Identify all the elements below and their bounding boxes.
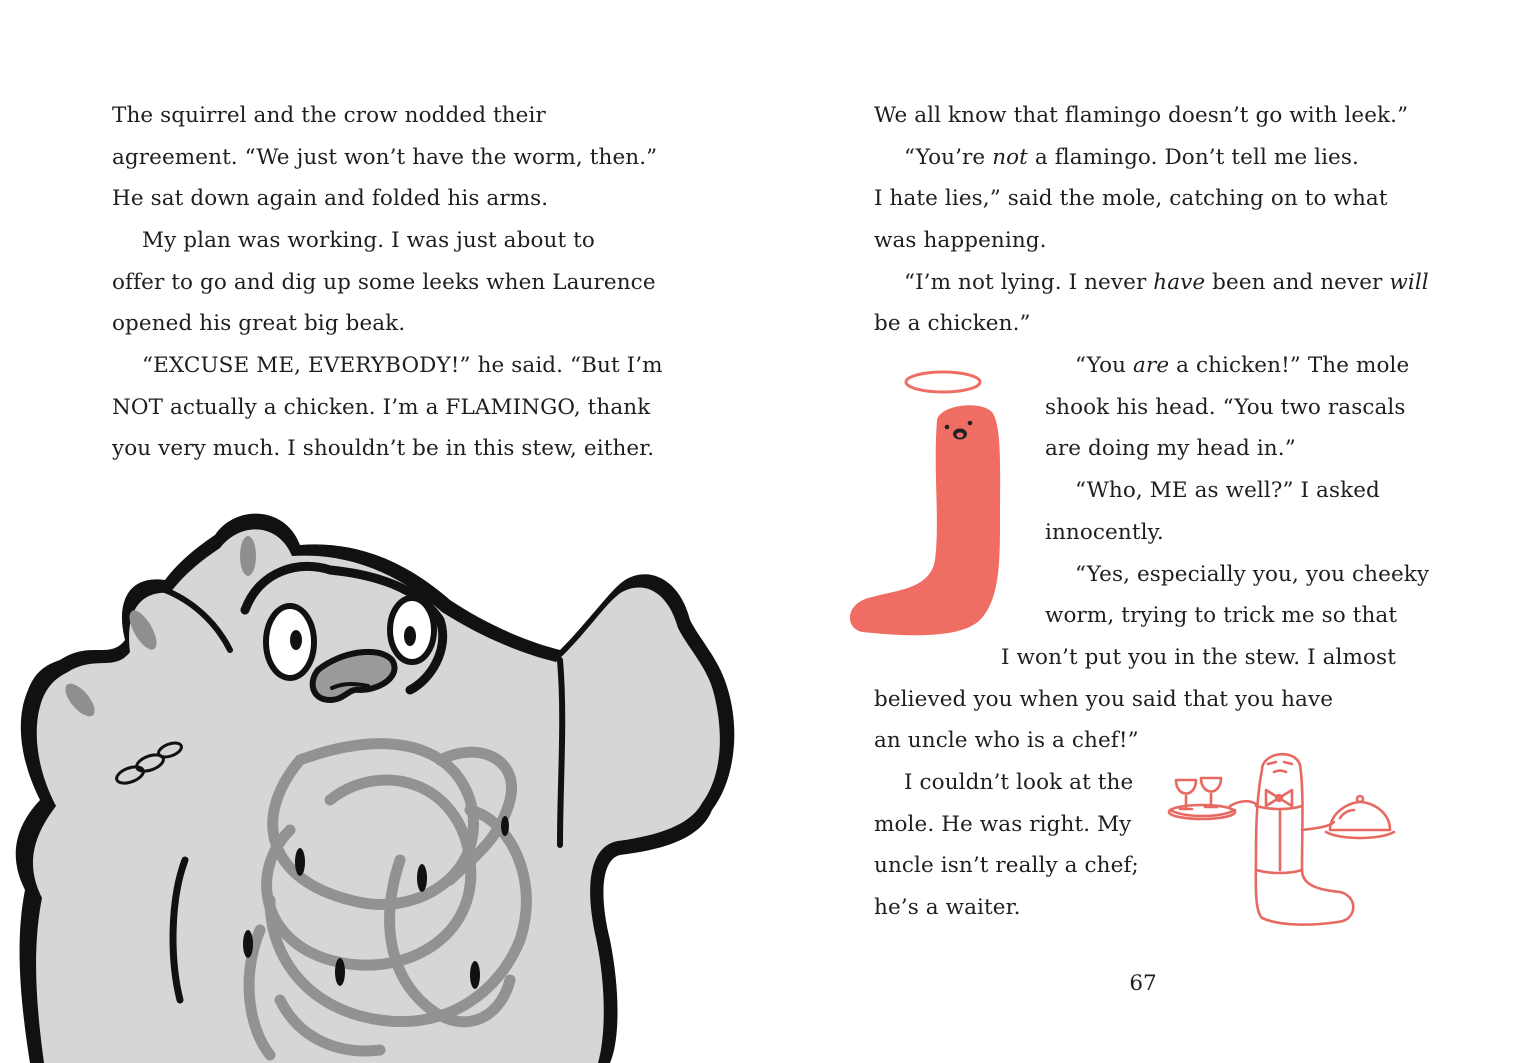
- text-line: NOT actually a chicken. I’m a FLAMINGO, thank: [112, 395, 651, 420]
- text-line: I won’t put you in the stew. I almost: [1001, 645, 1396, 670]
- text-line: “EXCUSE ME, EVERYBODY!” he said. “But I’m: [142, 353, 663, 378]
- text-line: are doing my head in.”: [1045, 436, 1296, 461]
- text-line: opened his great big beak.: [112, 311, 406, 336]
- text-line: I hate lies,” said the mole, catching on to what: [874, 186, 1388, 211]
- text-line: an uncle who is a chef!”: [874, 728, 1139, 753]
- text-line: We all know that flamingo doesn’t go with leek.”: [874, 103, 1409, 128]
- grey-bird-character-illustration: [0, 500, 760, 1063]
- text-line: [904, 144, 1359, 172]
- text-line: The squirrel and the crow nodded their: [112, 103, 546, 128]
- text-line: believed you when you said that you have: [874, 687, 1334, 712]
- text-line: mole. He was right. My: [874, 812, 1132, 837]
- text-line: [1075, 352, 1409, 380]
- text-line: was happening.: [874, 228, 1047, 253]
- text-span: “You’re: [904, 145, 993, 170]
- text-line: “Who, ME as well?” I asked: [1075, 478, 1380, 503]
- text-span: “You: [1075, 353, 1134, 378]
- text-line: [904, 269, 1429, 297]
- text-line: he’s a waiter.: [874, 895, 1021, 920]
- text-line: be a chicken.”: [874, 311, 1031, 336]
- text-span: “I’m not lying. I never: [904, 270, 1154, 295]
- text-line: “Yes, especially you, you cheeky: [1075, 562, 1430, 587]
- halo-worm-illustration: [845, 362, 1015, 642]
- text-line: you very much. I shouldn’t be in this stew, either.: [112, 436, 655, 461]
- emphasis-text: not: [992, 145, 1028, 170]
- page-number: 67: [1129, 971, 1157, 996]
- text-line: My plan was working. I was just about to: [142, 228, 595, 253]
- text-line: worm, trying to trick me so that: [1045, 603, 1398, 628]
- text-line: I couldn’t look at the: [904, 770, 1134, 795]
- waiter-worm-illustration: [1165, 745, 1397, 930]
- text-line: shook his head. “You two rascals: [1045, 395, 1406, 420]
- text-line: agreement. “We just won’t have the worm, then.”: [112, 145, 658, 170]
- text-line: innocently.: [1045, 520, 1164, 545]
- text-line: offer to go and dig up some leeks when Laurence: [112, 270, 656, 295]
- text-line: He sat down again and folded his arms.: [112, 186, 549, 211]
- text-span: a chicken!” The mole: [1169, 353, 1410, 378]
- text-span: been and never: [1205, 270, 1390, 295]
- emphasis-text: are: [1133, 353, 1170, 378]
- emphasis-text: will: [1389, 270, 1429, 295]
- emphasis-text: have: [1153, 270, 1206, 295]
- text-line: uncle isn’t really a chef;: [874, 853, 1139, 878]
- text-span: a flamingo. Don’t tell me lies.: [1027, 145, 1359, 170]
